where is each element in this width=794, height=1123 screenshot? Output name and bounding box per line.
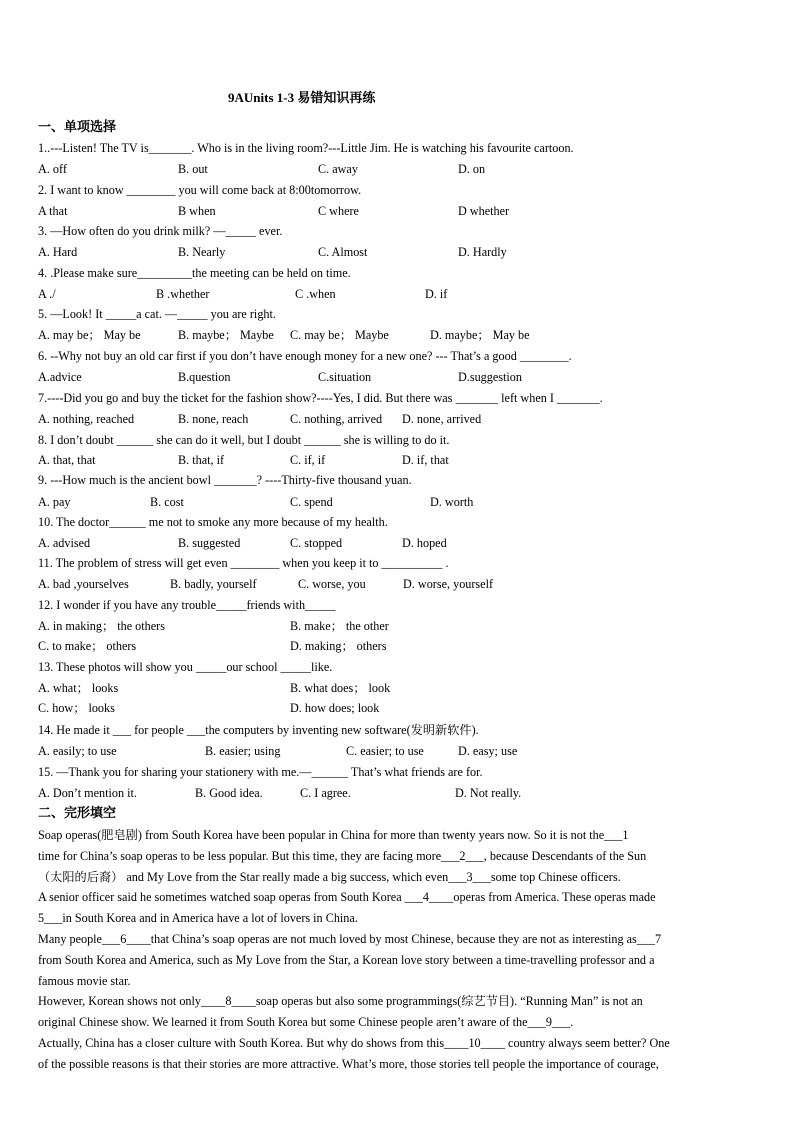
question-5-option-a: A. may be； May be <box>38 328 141 342</box>
question-14-stem: 14. He made it ___ for people ___the computers by inventing new software(发明新软件). <box>38 723 479 737</box>
question-7-option-c: C. nothing, arrived <box>290 412 383 426</box>
document-title: 9AUnits 1-3 易错知识再练 <box>228 90 376 105</box>
passage-line: famous movie star. <box>38 974 131 988</box>
question-4-option-b: B .whether <box>156 287 210 301</box>
question-8-option-c: C. if, if <box>290 453 326 467</box>
question-9-stem: 9. ---How much is the ancient bowl _______? ----Thirty-five thousand yuan. <box>38 473 412 487</box>
question-4-option-d: D. if <box>425 287 448 301</box>
question-3-option-a: A. Hard <box>38 245 78 259</box>
section-heading-multiple-choice: 一、单项选择 <box>38 120 117 135</box>
question-1-stem: 1..---Listen! The TV is_______. Who is in the living room?---Little Jim. He is watching his favourite cartoon. <box>38 141 574 155</box>
question-7-stem: 7.----Did you go and buy the ticket for the fashion show?----Yes, I did. But there was _______ left when I _______. <box>38 391 603 405</box>
question-4-option-a: A ./ <box>38 287 56 301</box>
question-6-stem: 6. --Why not buy an old car first if you don’t have enough money for a new one? --- That’s a good ________. <box>38 349 572 363</box>
question-5-option-b: B. maybe； Maybe <box>178 328 274 342</box>
question-2-option-d: D whether <box>458 204 510 218</box>
question-1-option-c: C. away <box>318 162 358 176</box>
question-11-stem: 11. The problem of stress will get even ________ when you keep it to __________ . <box>38 556 449 570</box>
question-3-option-c: C. Almost <box>318 245 368 259</box>
question-3-option-b: B. Nearly <box>178 245 226 259</box>
question-6-option-b: B.question <box>178 370 231 384</box>
question-11-option-a: A. bad ,yourselves <box>38 577 129 591</box>
question-14-option-b: B. easier; using <box>205 744 281 758</box>
question-10-option-d: D. hoped <box>402 536 447 550</box>
question-4-stem: 4. .Please make sure_________the meeting can be held on time. <box>38 266 351 280</box>
question-12-stem: 12. I wonder if you have any trouble_____friends with_____ <box>38 598 336 612</box>
passage-line: A senior officer said he sometimes watched soap operas from South Korea ___4____operas from America. These operas made <box>38 890 656 904</box>
question-6-option-d: D.suggestion <box>458 370 522 384</box>
question-1-option-b: B. out <box>178 162 208 176</box>
question-9-option-d: D. worth <box>430 495 474 509</box>
question-14-option-c: C. easier; to use <box>346 744 424 758</box>
question-1-option-d: D. on <box>458 162 486 176</box>
question-10-option-c: C. stopped <box>290 536 343 550</box>
question-12-option-c: C. to make； others <box>38 639 137 653</box>
question-15-option-d: D. Not really. <box>455 786 522 800</box>
question-2-option-a: A that <box>38 204 68 218</box>
question-15-option-c: C. I agree. <box>300 786 351 800</box>
question-13-option-d: D. how does; look <box>290 701 380 715</box>
section-heading-cloze: 二、完形填空 <box>38 806 117 821</box>
question-1-option-a: A. off <box>38 162 67 176</box>
question-10-option-a: A. advised <box>38 536 91 550</box>
question-9-option-b: B. cost <box>150 495 184 509</box>
question-7-option-d: D. none, arrived <box>402 412 482 426</box>
passage-line: of the possible reasons is that their stories are more attractive. What’s more, those stories tell people the importance of courage, <box>38 1057 659 1071</box>
question-8-option-d: D. if, that <box>402 453 449 467</box>
question-12-option-a: A. in making； the others <box>38 619 165 633</box>
question-5-option-d: D. maybe； May be <box>430 328 530 342</box>
question-10-stem: 10. The doctor______ me not to smoke any more because of my health. <box>38 515 388 529</box>
passage-line: Soap operas(肥皂剧) from South Korea have been popular in China for more than twenty years now. So it is not the___1 <box>38 828 629 842</box>
question-6-option-a: A.advice <box>38 370 82 384</box>
question-7-option-a: A. nothing, reached <box>38 412 135 426</box>
question-12-option-d: D. making； others <box>290 639 387 653</box>
question-9-option-a: A. pay <box>38 495 71 509</box>
question-2-option-c: C where <box>318 204 359 218</box>
question-15-option-a: A. Don’t mention it. <box>38 786 137 800</box>
passage-line: However, Korean shows not only____8____soap operas but also some programmings(综艺节目). “Running Man” is not an <box>38 994 643 1008</box>
question-11-option-b: B. badly, yourself <box>170 577 257 591</box>
question-10-option-b: B. suggested <box>178 536 241 550</box>
question-3-option-d: D. Hardly <box>458 245 507 259</box>
question-11-option-c: C. worse, you <box>298 577 366 591</box>
passage-line: 5___in South Korea and in America have a lot of lovers in China. <box>38 911 358 925</box>
question-13-option-b: B. what does； look <box>290 681 391 695</box>
passage-line: time for China’s soap operas to be less popular. But this time, they are facing more___2___, because Descendants of the Sun <box>38 849 647 863</box>
question-15-stem: 15. —Thank you for sharing your stationery with me.—______ That’s what friends are for. <box>38 765 483 779</box>
question-9-option-c: C. spend <box>290 495 333 509</box>
question-8-option-a: A. that, that <box>38 453 96 467</box>
question-14-option-d: D. easy; use <box>458 744 518 758</box>
question-14-option-a: A. easily; to use <box>38 744 117 758</box>
question-8-option-b: B. that, if <box>178 453 225 467</box>
passage-line: （太阳的后裔） and My Love from the Star really made a big success, which even___3___some top Chinese officers. <box>38 870 621 884</box>
question-15-option-b: B. Good idea. <box>195 786 263 800</box>
question-5-option-c: C. may be； Maybe <box>290 328 389 342</box>
question-4-option-c: C .when <box>295 287 336 301</box>
passage-line: from South Korea and America, such as My Love from the Star, a Korean love story between a time-travelling professor and a <box>38 953 655 967</box>
question-13-option-c: C. how； looks <box>38 701 115 715</box>
question-6-option-c: C.situation <box>318 370 372 384</box>
question-13-option-a: A. what； looks <box>38 681 119 695</box>
passage-line: original Chinese show. We learned it from South Korea but some Chinese people aren’t aware of the___9___. <box>38 1015 574 1029</box>
passage-line: Many people___6____that China’s soap operas are not much loved by most Chinese, because they are not as interesting as___7 <box>38 932 662 946</box>
question-3-stem: 3. —How often do you drink milk? —_____ ever. <box>38 224 283 238</box>
question-12-option-b: B. make； the other <box>290 619 389 633</box>
question-5-stem: 5. —Look! It _____a cat. —_____ you are right. <box>38 307 276 321</box>
question-8-stem: 8. I don’t doubt ______ she can do it well, but I doubt ______ she is willing to do it. <box>38 433 450 447</box>
question-2-option-b: B when <box>178 204 216 218</box>
question-2-stem: 2. I want to know ________ you will come back at 8:00tomorrow. <box>38 183 362 197</box>
question-7-option-b: B. none, reach <box>178 412 249 426</box>
passage-line: Actually, China has a closer culture with South Korea. But why do shows from this____10____ country always seem better? One <box>38 1036 670 1050</box>
question-11-option-d: D. worse, yourself <box>403 577 494 591</box>
question-13-stem: 13. These photos will show you _____our school _____like. <box>38 660 333 674</box>
